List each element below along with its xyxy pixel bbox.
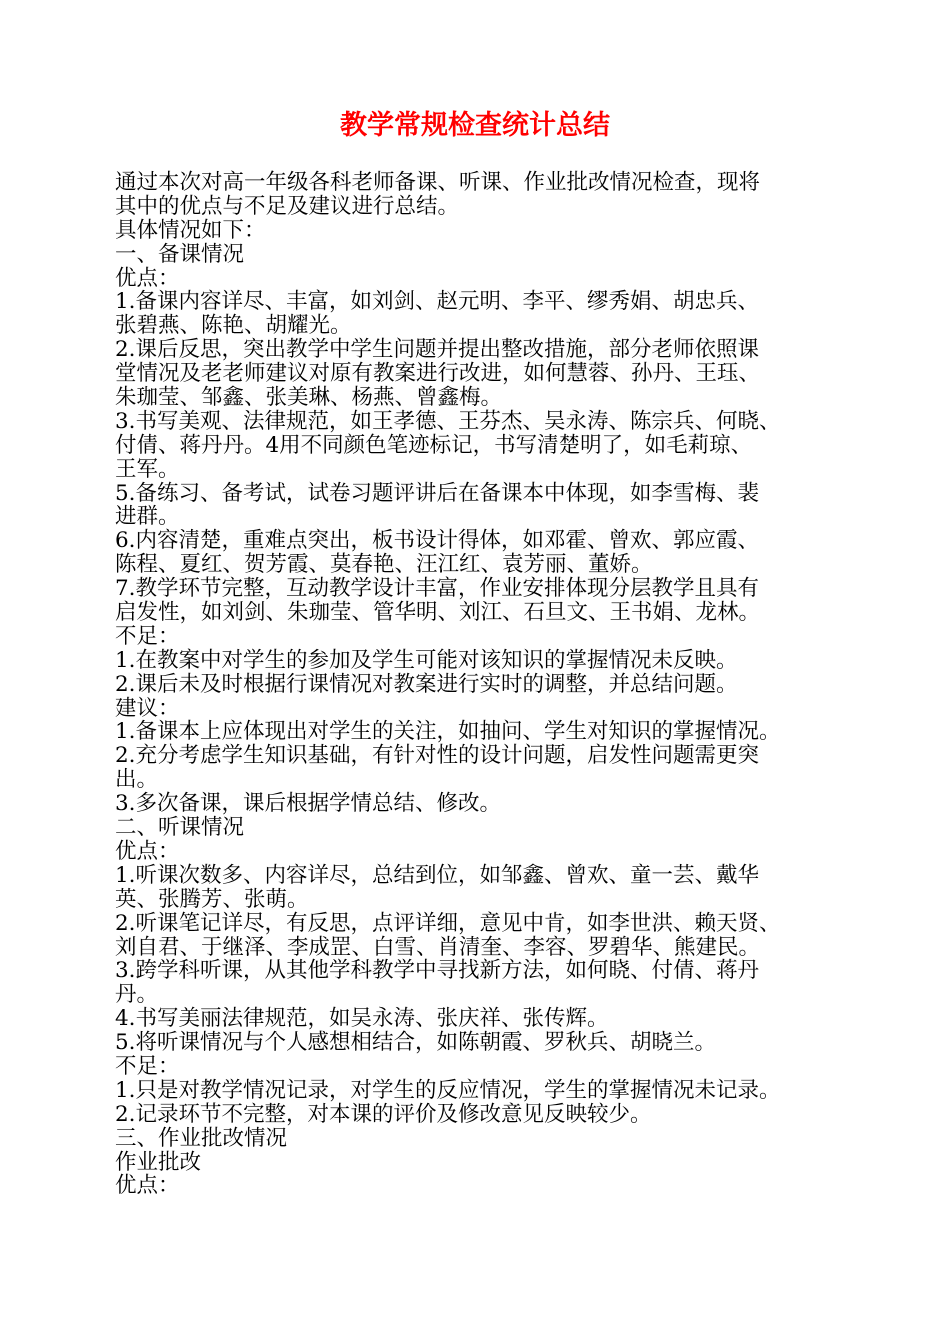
text-line: 丹。 <box>115 982 159 1008</box>
text-line: 5.备练习、备考试，试卷习题评讲后在备课本中体现，如李雪梅、裴 <box>115 480 760 506</box>
text-line: 付倩、蒋丹丹。4用不同颜色笔迹标记，书写清楚明了，如毛莉琼、 <box>115 432 753 458</box>
document-title: 教学常规检查统计总结 <box>340 110 610 141</box>
text-line: 建议： <box>115 695 180 721</box>
text-line: 一、备课情况 <box>115 241 245 267</box>
text-line: 5.将听课情况与个人感想相结合，如陈朝霞、罗秋兵、胡晓兰。 <box>115 1030 717 1056</box>
text-line: 3.跨学科听课，从其他学科教学中寻找新方法，如何晓、付倩、蒋丹 <box>115 958 760 984</box>
text-line: 刘自君、于继泽、李成罡、白雪、肖清奎、李容、罗碧华、熊建民。 <box>115 934 761 960</box>
text-line: 1.备课本上应体现出对学生的关注，如抽问、学生对知识的掌握情况。 <box>115 719 781 745</box>
text-line: 7.教学环节完整，互动教学设计丰富，作业安排体现分层教学且具有 <box>115 576 760 602</box>
text-line: 出。 <box>115 767 159 793</box>
text-line: 作业批改 <box>115 1149 202 1175</box>
text-line: 1.在教案中对学生的参加及学生可能对该知识的掌握情况未反映。 <box>115 647 738 673</box>
text-line: 通过本次对高一年级各科老师备课、听课、作业批改情况检查，现将 <box>115 170 761 195</box>
text-line: 具体情况如下： <box>115 217 266 243</box>
text-line: 4.书写美丽法律规范，如吴永涛、张庆祥、张传辉。 <box>115 1006 609 1032</box>
text-line: 不足： <box>115 1053 180 1079</box>
text-line: 不足： <box>115 623 180 649</box>
text-line: 启发性，如刘剑、朱珈莹、管华明、刘江、石旦文、王书娟、龙林。 <box>115 600 761 626</box>
text-line: 2.课后未及时根据行课情况对教案进行实时的调整，并总结问题。 <box>115 671 738 697</box>
text-line: 其中的优点与不足及建议进行总结。 <box>115 193 460 219</box>
text-line: 优点： <box>115 265 180 291</box>
text-line: 王军。 <box>115 456 180 482</box>
text-line: 1.听课次数多、内容详尽，总结到位，如邹鑫、曾欢、童一芸、戴华 <box>115 862 760 888</box>
text-line: 陈程、夏红、贺芳霞、莫春艳、汪江红、袁芳丽、董娇。 <box>115 552 653 578</box>
text-line: 优点： <box>115 1173 180 1199</box>
text-line: 2.充分考虑学生知识基础，有针对性的设计问题，启发性问题需更突 <box>115 743 760 769</box>
text-line: 堂情况及老老师建议对原有教案进行改进，如何慧蓉、孙丹、王珏、 <box>115 361 761 387</box>
text-line: 3.多次备课，课后根据学情总结、修改。 <box>115 791 502 817</box>
document-body <box>115 171 835 1198</box>
text-line: 朱珈莹、邹鑫、张美琳、杨燕、曾鑫梅。 <box>115 385 503 411</box>
text-line: 英、张腾芳、张萌。 <box>115 886 309 912</box>
text-line: 三、作业批改情况 <box>115 1125 288 1151</box>
text-line: 2.听课笔记详尽，有反思，点评详细，意见中肯，如李世洪、赖天贤、 <box>115 910 781 936</box>
text-line: 优点： <box>115 838 180 864</box>
text-line: 进群。 <box>115 504 180 530</box>
text-line: 1.备课内容详尽、丰富，如刘剑、赵元明、李平、缪秀娟、胡忠兵、 <box>115 289 760 315</box>
text-line: 张碧燕、陈艳、胡耀光。 <box>115 313 352 339</box>
text-line: 3.书写美观、法律规范，如王孝德、王芬杰、吴永涛、陈宗兵、何晓、 <box>115 408 781 434</box>
text-line: 1.只是对教学情况记录，对学生的反应情况，学生的掌握情况未记录。 <box>115 1077 781 1103</box>
text-line: 二、听课情况 <box>115 815 245 841</box>
text-line: 2.记录环节不完整，对本课的评价及修改意见反映较少。 <box>115 1101 652 1127</box>
text-line: 6.内容清楚，重难点突出，板书设计得体，如邓霍、曾欢、郭应霞、 <box>115 528 760 554</box>
text-line: 2.课后反思，突出教学中学生问题并提出整改措施，部分老师依照课 <box>115 337 760 363</box>
